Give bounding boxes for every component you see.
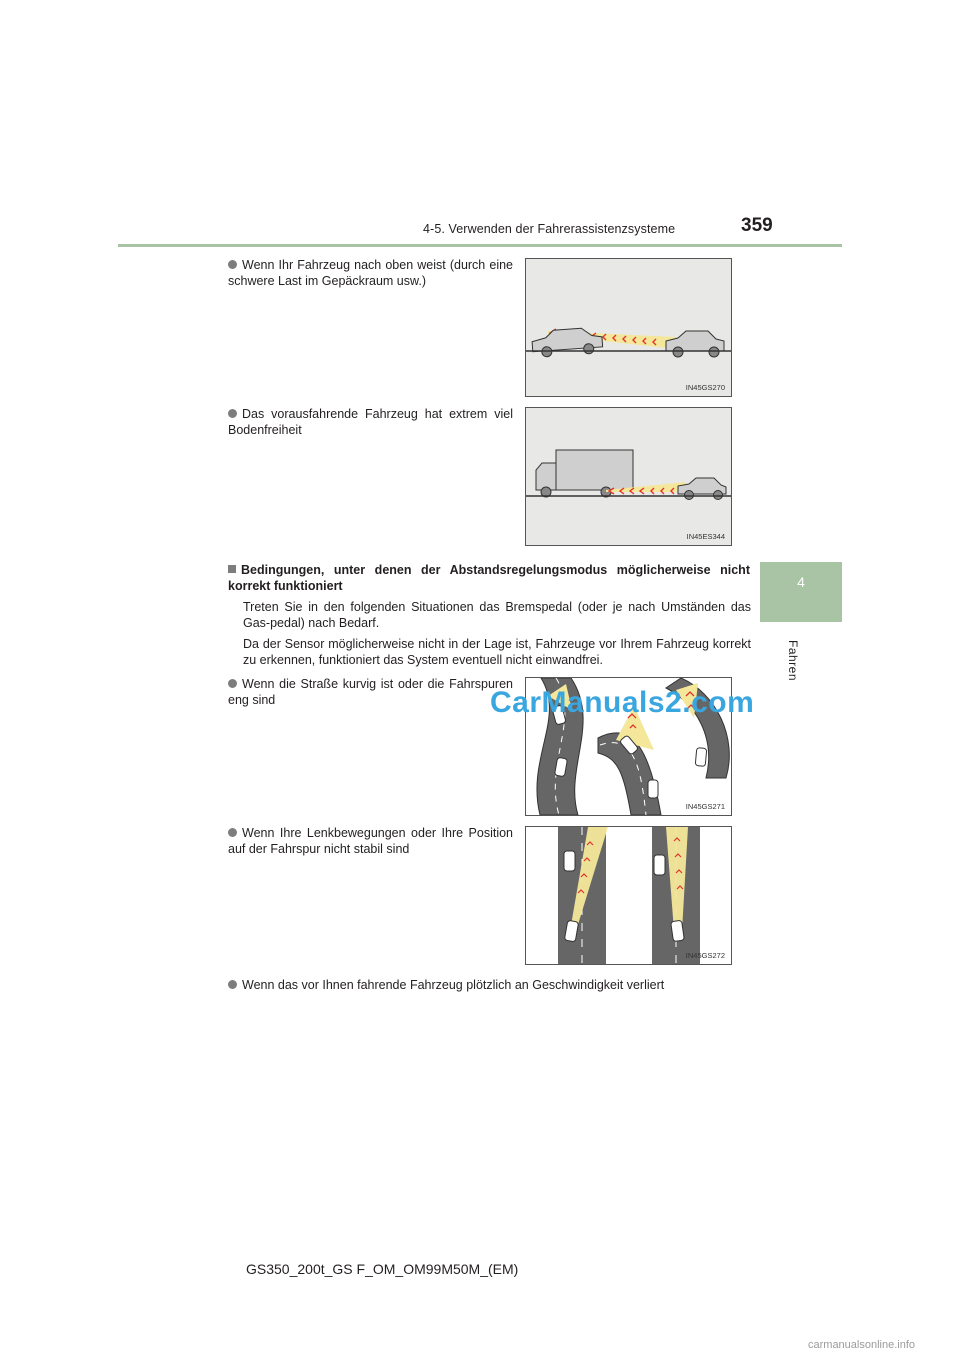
bullet-dot-icon <box>228 260 237 269</box>
chapter-tab <box>760 562 842 622</box>
bullet-dot-icon <box>228 828 237 837</box>
heading-square-icon <box>228 565 236 573</box>
figure-code: IN45GS270 <box>685 383 725 392</box>
chapter-number: 4 <box>797 574 805 590</box>
bullet-text: Das vorausfahrende Fahrzeug hat extrem viel Bodenfreiheit <box>228 407 513 437</box>
chapter-label: Fahren <box>786 640 800 682</box>
header-section-title: 4-5. Verwenden der Fahrerassistenzsysteme <box>423 222 676 236</box>
lane-position-illustration <box>526 827 731 964</box>
bottom-logo: carmanualsonline.info <box>808 1339 916 1351</box>
section-paragraph-2: Da der Sensor möglicherweise nicht in der Lage ist, Fahrzeuge vor Ihrem Fahrzeug korrekt zu erkennen, funktioniert das System eventuell nicht einwandfrei. <box>243 637 751 667</box>
bullet-dot-icon <box>228 679 237 688</box>
vehicle-tilted-illustration <box>526 259 731 396</box>
bullet-item <box>228 406 513 438</box>
bullet-text: Wenn das vor Ihnen fahrende Fahrzeug plötzlich an Geschwindigkeit verliert <box>242 978 665 992</box>
page-number: 359 <box>741 215 773 236</box>
bullet-item <box>228 825 513 857</box>
figure-code: IN45ES344 <box>686 532 725 541</box>
bullet-item <box>228 676 513 708</box>
figure-code: IN45GS271 <box>685 802 725 811</box>
figure-high-ground-clearance <box>525 407 732 546</box>
watermark-text: CarManuals2.com <box>490 686 755 719</box>
bullet-item <box>228 977 758 993</box>
header-rule <box>118 244 842 247</box>
truck-illustration <box>526 408 731 545</box>
bullet-text: Wenn die Straße kurvig ist oder die Fahrspuren eng sind <box>228 677 513 707</box>
figure-unstable-steering <box>525 826 732 965</box>
bullet-dot-icon <box>228 980 237 989</box>
footer-doc-code: GS350_200t_GS F_OM_OM99M50M_(EM) <box>246 1261 519 1277</box>
section-heading-text: Bedingungen, unter denen der Abstandsregelungsmodus möglicherweise nicht korrekt funktioniert <box>228 563 750 593</box>
bullet-text: Wenn Ihr Fahrzeug nach oben weist (durch eine schwere Last im Gepäckraum usw.) <box>228 258 513 288</box>
section-paragraph-1: Treten Sie in den folgenden Situationen das Bremspedal (oder je nach Umständen das Gas-pedal) nach Bedarf. <box>243 600 751 630</box>
figure-vehicle-pointing-up <box>525 258 732 397</box>
bullet-item <box>228 257 513 289</box>
bullet-text: Wenn Ihre Lenkbewegungen oder Ihre Position auf der Fahrspur nicht stabil sind <box>228 826 513 856</box>
section-heading <box>228 562 750 594</box>
figure-code: IN45GS272 <box>685 951 725 960</box>
bullet-dot-icon <box>228 409 237 418</box>
